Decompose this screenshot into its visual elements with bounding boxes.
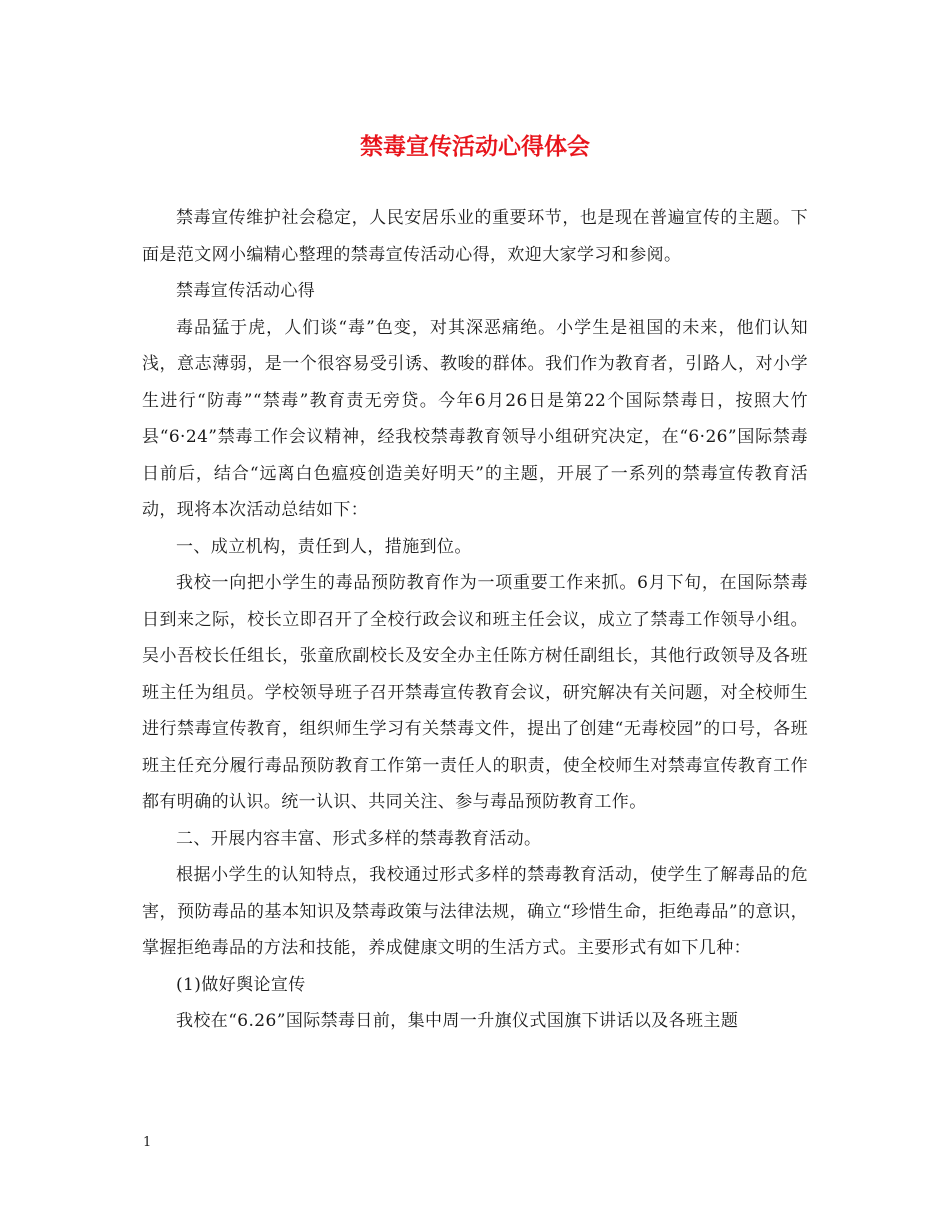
- section-heading-1: 一、成立机构，责任到人，措施到位。: [176, 536, 472, 557]
- document-title: 禁毒宣传活动心得体会: [360, 133, 590, 160]
- paragraph-organization: 我校一向把小学生的毒品预防教育作为一项重要工作来抓。6月下旬，在国际禁毒日到来之际，校长立即召开了全校行政会议和班主任会议，成立了禁毒工作领导小组。吴小吾校长任组长，张童欣副校长及安全办主任陈方树任副组长，其他行政领导及各班班主任为组员。学校领导班子召开禁毒宣传教育会议，研究解决有关问题，对全校师生进行禁毒宣传教育，组织师生学习有关禁毒文件，提出了创建“无毒校园”的口号，各班班主任充分履行毒品预防教育工作第一责任人的职责，使全校师生对禁毒宣传教育工作都有明确的认识。统一认识、共同关注、参与毒品预防教育工作。: [142, 573, 808, 812]
- subsection-heading-1: (1)做好舆论宣传: [176, 974, 306, 995]
- paragraph-intro: 禁毒宣传维护社会稳定，人民安居乐业的重要环节，也是现在普遍宣传的主题。下面是范文网小编精心整理的禁毒宣传活动心得，欢迎大家学习和参阅。: [142, 208, 808, 265]
- paragraph-activities: 根据小学生的认知特点，我校通过形式多样的禁毒教育活动，使学生了解毒品的危害，预防毒品的基本知识及禁毒政策与法律法规，确立“珍惜生命，拒绝毒品”的意识，掌握拒绝毒品的方法和技能，养成健康文明的生活方式。主要形式有如下几种：: [142, 865, 808, 958]
- section-heading-2: 二、开展内容丰富、形式多样的禁毒教育活动。: [176, 828, 542, 849]
- paragraph-background: 毒品猛于虎，人们谈“毒”色变，对其深恶痛绝。小学生是祖国的未来，他们认知浅，意志薄弱，是一个很容易受引诱、教唆的群体。我们作为教育者，引路人，对小学生进行“防毒”“禁毒”教育责无旁贷。今年6月26日是第22个国际禁毒日，按照大竹县“6·24”禁毒工作会议精神，经我校禁毒教育领导小组研究决定，在“6·26”国际禁毒日前后，结合“远离白色瘟疫创造美好明天”的主题，开展了一系列的禁毒宣传教育活动，现将本次活动总结如下：: [142, 317, 808, 520]
- document-body: [142, 200, 808, 1040]
- page-number: 1: [143, 1135, 152, 1150]
- subheading-activity-reflection: 禁毒宣传活动心得: [176, 281, 316, 301]
- paragraph-publicity: 我校在“6.26”国际禁毒日前，集中周一升旗仪式国旗下讲话以及各班主题: [176, 1011, 739, 1031]
